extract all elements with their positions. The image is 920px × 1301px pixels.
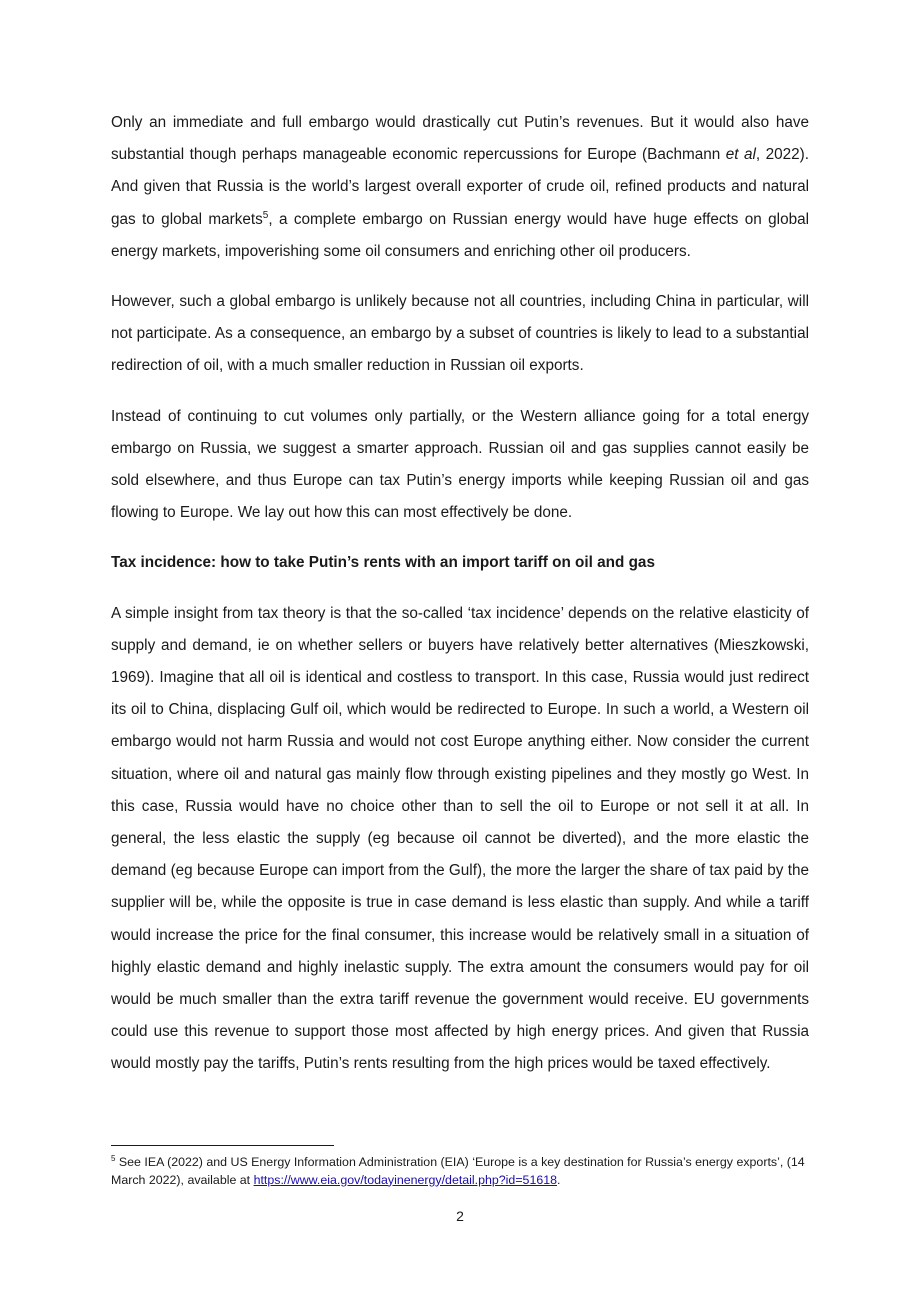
paragraph-smarter-approach: Instead of continuing to cut volumes only partially, or the Western alliance going for a total energy embargo on Russia, we suggest a smarter approach. Russian oil and gas supplies cannot easily be sold elsewhere, and thus Europe can tax Putin’s energy imports while keeping Russian oil and gas flowing to Europe. We lay out how this can most effectively be done. [111,407,809,522]
footnote-link[interactable]: https://www.eia.gov/todayinenergy/detail.php?id=51618 [253,1172,558,1187]
document-body [111,107,809,1099]
citation-et-al: et al [725,146,756,164]
footnote-number: 5 [111,1153,116,1163]
footnote-divider [111,1145,334,1146]
paragraph-text: , a complete embargo on Russian energy would have huge effects on global energy markets, impoverishing some oil consumers and enriching other oil producers. [111,210,809,260]
paragraph-tax-incidence: A simple insight from tax theory is that the so-called ‘tax incidence’ depends on the relative elasticity of supply and demand, ie on whether sellers or buyers have relatively better alternatives (Mieszkowski, 1969). Imagine that all oil is identical and costless to transport. In this case, Russia would just redirect its oil to China, displacing Gulf oil, which would be redirected to Europe. In such a world, a Western oil embargo would not harm Russia and would not cost Europe anything either. Now consider the current situation, where oil and natural gas mainly flow through existing pipelines and they mostly go West. In this case, Russia would have no choice other than to sell the oil to Europe or not sell it at all. In general, the less elastic the supply (eg because oil cannot be diverted), and the more elastic the demand (eg because Europe can import from the Gulf), the more the larger the share of tax paid by the supplier will be, while the opposite is true in case demand is less elastic than supply. And while a tariff would increase the price for the final consumer, this increase would be relatively small in a situation of highly elastic demand and highly inelastic supply. The extra amount the consumers would pay for oil would be much smaller than the extra tariff revenue the government would receive. EU governments could use this revenue to support those most affected by high energy prices. And given that Russia would mostly pay the tariffs, Putin’s rents resulting from the high prices would be taxed effectively. [111,604,809,1073]
footnote-text: See IEA (2022) and US Energy Information Administration (EIA) ‘Europe is a key destination for Russia’s energy exports’, (14 March 2022), available at [111,1155,805,1187]
page-number: 2 [456,1208,464,1224]
paragraph-text: Only an immediate and full embargo would drastically cut Putin’s revenues. But it would also have substantial though perhaps manageable economic repercussions for Europe (Bachmann [111,114,809,164]
footnote-trailing: . [557,1172,561,1187]
footnote [111,1154,811,1189]
paragraph-global-embargo: However, such a global embargo is unlikely because not all countries, including China in particular, will not participate. As a consequence, an embargo by a subset of countries is likely to lead to a substantial redirection of oil, with a much smaller reduction in Russian oil exports. [111,293,809,375]
section-heading: Tax incidence: how to take Putin’s rents with an import tariff on oil and gas [111,554,655,572]
footnote-reference[interactable]: 5 [262,209,269,221]
paragraph-embargo-costs [111,107,809,268]
paragraph-text: , 2022). And given that Russia is the world’s largest overall exporter of crude oil, refined products and natural gas to global markets [111,146,809,228]
